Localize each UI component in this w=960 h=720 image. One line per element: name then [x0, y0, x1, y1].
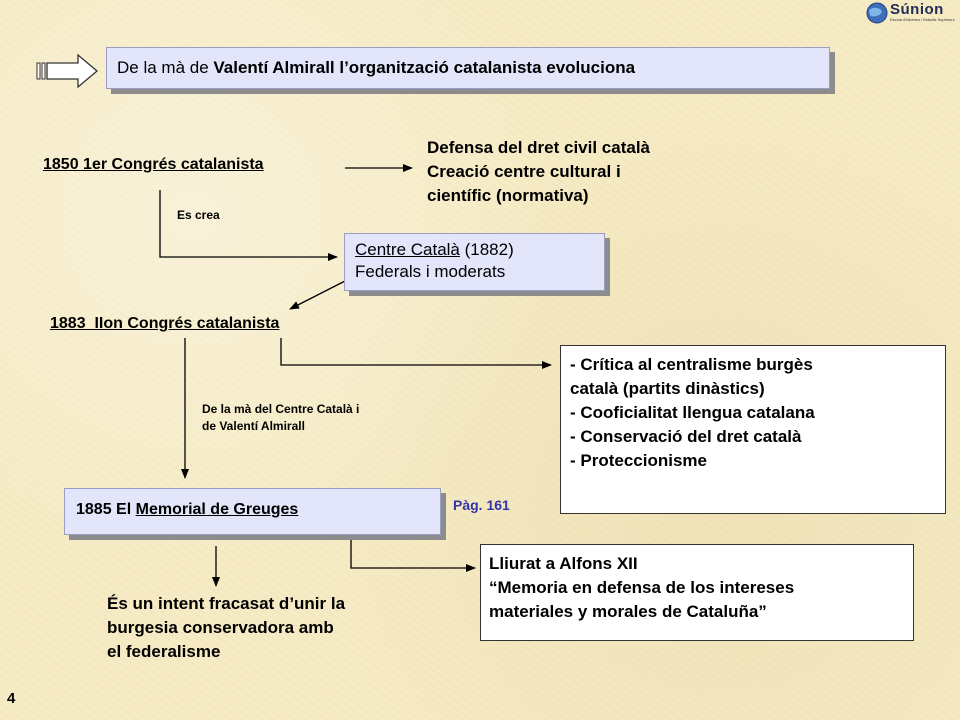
- congress2-results-list: [570, 353, 815, 473]
- centre-catala-year: (1882): [459, 240, 514, 259]
- list-item: - Proteccionisme: [570, 451, 707, 470]
- header-bold: Valentí Almirall l’organització catalanista evoluciona: [213, 58, 636, 77]
- arrow-centre-congress2: [290, 281, 345, 309]
- alfons-text: [489, 552, 794, 624]
- congress2-results-box: [560, 345, 946, 514]
- es-crea-label: Es crea: [177, 208, 220, 222]
- memorial-prefix: 1885 El: [76, 501, 136, 518]
- result-line-3: científic (normativa): [427, 186, 589, 205]
- header-prefix: De la mà de: [117, 58, 214, 77]
- result-line-2: Creació centre cultural i: [427, 162, 621, 181]
- conclusion-text: [107, 592, 345, 664]
- congress2-label: 1883 IIon Congrés catalanista: [50, 315, 280, 332]
- arrow-congress2-results: [281, 338, 551, 365]
- centre-catala-line2: Federals i moderats: [355, 262, 506, 281]
- conclusion-line-3: el federalisme: [107, 642, 221, 661]
- page-number: 4: [7, 690, 16, 707]
- header-arrow-icon: [37, 55, 97, 87]
- list-item: català (partits dinàstics): [570, 379, 765, 398]
- conclusion-line-1: És un intent fracasat d’unir la: [107, 594, 346, 613]
- mediator-line-1: De la mà del Centre Català i: [202, 402, 360, 416]
- congress1-results: [427, 136, 650, 208]
- list-item: - Crítica al centralisme burgès: [570, 355, 813, 374]
- centre-catala-name: Centre Català: [355, 240, 460, 259]
- header-text: [117, 58, 635, 78]
- conclusion-line-2: burgesia conservadora amb: [107, 618, 334, 637]
- alfons-line-3: materiales y morales de Cataluña”: [489, 602, 767, 621]
- centre-catala-box: [344, 233, 605, 291]
- alfons-line-1: Lliurat a Alfons XII: [489, 554, 638, 573]
- memorial-title: Memorial de Greuges: [135, 501, 299, 518]
- arrow-memorial-alfons: [351, 540, 475, 568]
- list-item: - Cooficialitat llengua catalana: [570, 403, 815, 422]
- logo-text: Súnion: [890, 1, 944, 18]
- centre-catala-text: [355, 239, 514, 283]
- mediator-text: [202, 401, 359, 435]
- memorial-text: [76, 501, 298, 519]
- result-line-1: Defensa del dret civil català: [427, 138, 650, 157]
- page-reference[interactable]: Pàg. 161: [453, 497, 510, 513]
- logo: [864, 0, 960, 28]
- logo-subtitle: Escola d'Idiomes i Estudis Superiors: [890, 17, 955, 22]
- mediator-line-2: de Valentí Almirall: [202, 419, 305, 433]
- header-box: [106, 47, 830, 89]
- arrow-congress1-centre: [160, 190, 337, 257]
- memorial-box: [64, 488, 441, 535]
- alfons-line-2: “Memoria en defensa de los intereses: [489, 578, 795, 597]
- list-item: - Conservació del dret català: [570, 427, 802, 446]
- alfons-box: [480, 544, 914, 641]
- congress1-label: 1850 1er Congrés catalanista: [43, 156, 264, 173]
